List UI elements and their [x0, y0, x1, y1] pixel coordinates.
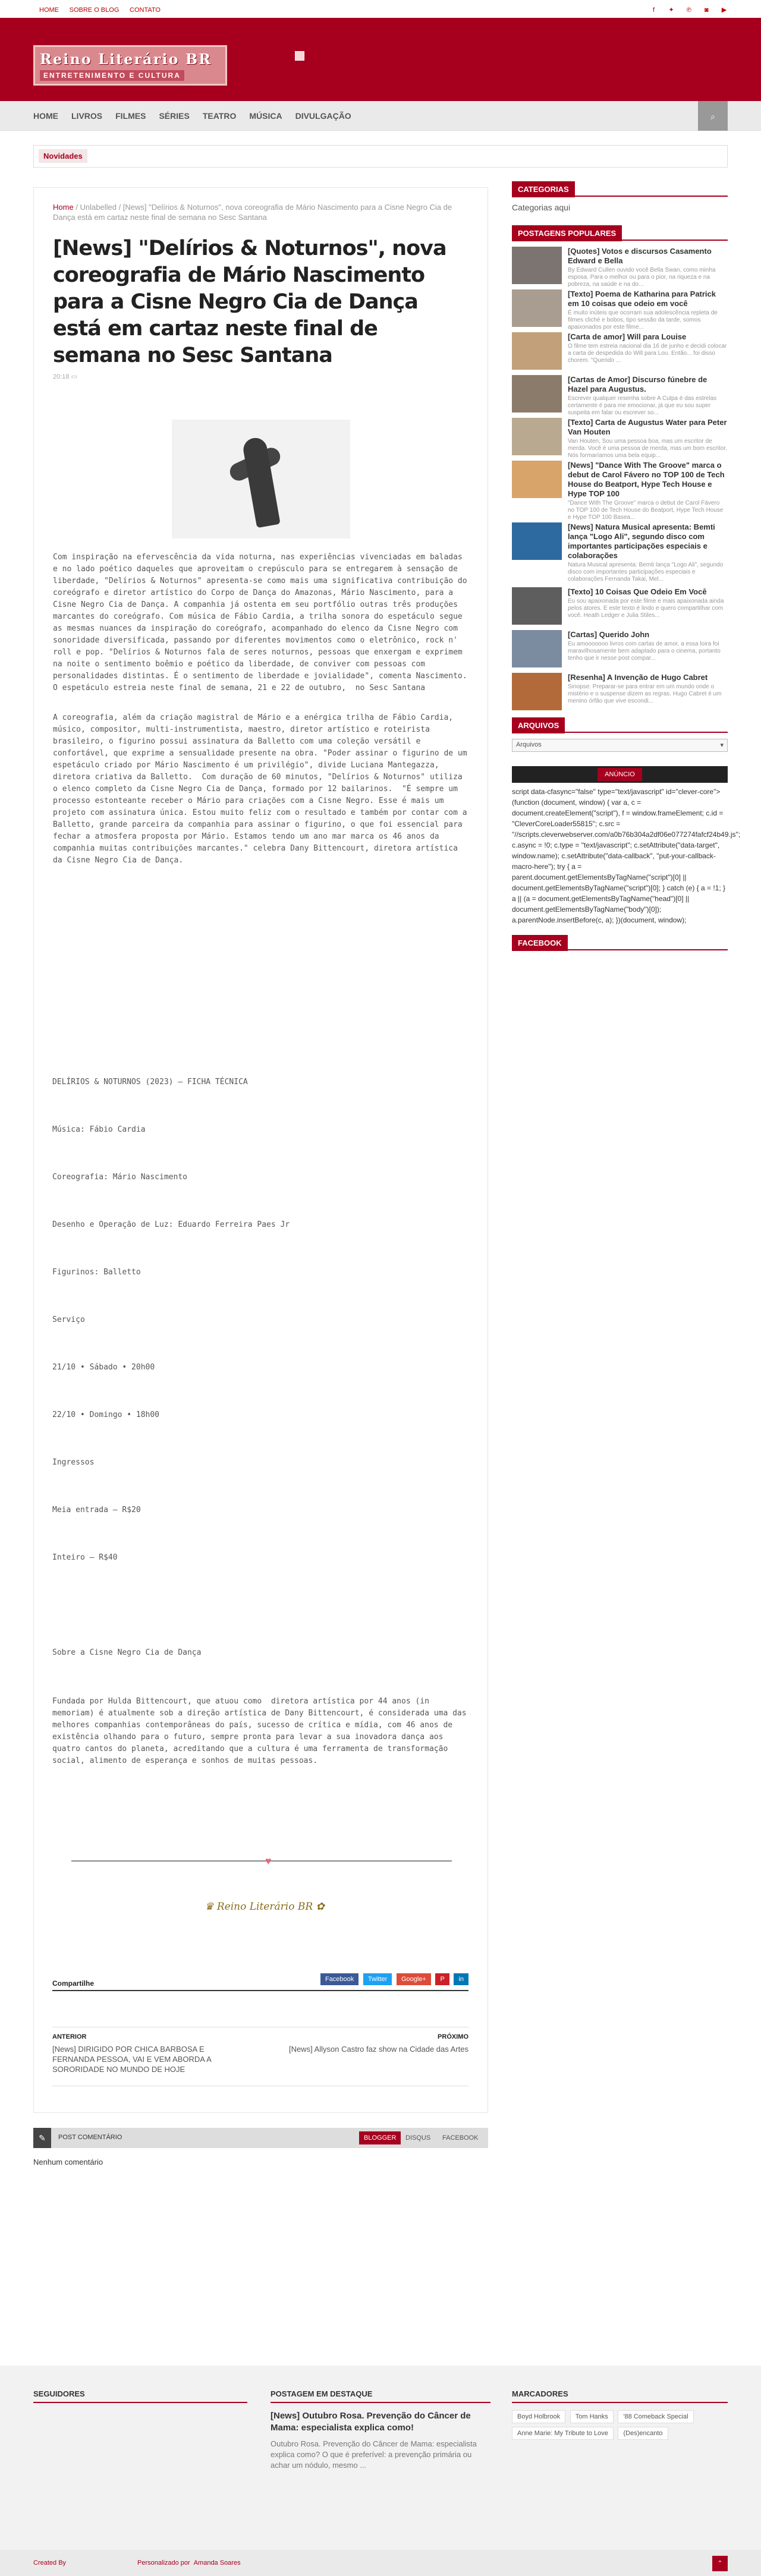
nav-filmes[interactable]: FILMES	[115, 111, 146, 121]
popular-item[interactable]	[512, 332, 728, 370]
archive-heading: ARQUIVOS	[512, 717, 565, 733]
nav-divulgacao[interactable]: DIVULGAÇÃO	[295, 111, 351, 121]
popular-item[interactable]	[512, 630, 728, 667]
ad-code-text: script data-cfasync="false" type="text/javascript" id="clever-core"> (function (document, window) { var a, c = document.createElement("script"), f = window.frameElement; c.id = "CleverCoreLoader55815"; c.src = "//scripts.cleverwebserver.com/a0b76b304a2df06e077274fafcf24b49.js"; c.async = !0; c.type = "text/javascript"; c.setAttribute("data-target", window.name); c.setAttribute("data-callback", "put-your-callback-macro-here"); try { a = parent.document.getElementsByTagName("script")[0] || document.getElementsByTagName("script")[0]; } catch (e) { a = !1; } a || (a = document.getElementsByTagName("head")[0] || document.getElementsByTagName("body")[0]); a.parentNode.insertBefore(c, a); })(document, window);	[512, 788, 741, 924]
tab-blogger[interactable]: BLOGGER	[359, 2131, 401, 2144]
logo-title: Reino Literário BR	[40, 51, 212, 68]
folder-icon: ▭	[71, 373, 77, 380]
sidebar	[512, 181, 741, 956]
share-facebook-button[interactable]: Facebook	[320, 1973, 359, 1985]
instagram-icon[interactable]: ◙	[705, 6, 709, 14]
popular-thumb	[512, 673, 562, 710]
bottom-bar	[0, 2550, 761, 2576]
post-meta	[53, 373, 468, 380]
header-banner-image	[295, 51, 304, 61]
popular-title[interactable]: [Quotes] Votos e discursos Casamento Edward e Bella	[568, 247, 712, 265]
ad-label-bar	[512, 766, 728, 783]
widget-categories-title	[512, 181, 728, 197]
prev-post[interactable]	[52, 2033, 249, 2074]
service-heading: Serviço	[52, 1315, 85, 1324]
divider-line	[71, 1860, 452, 1862]
nav-teatro[interactable]: TEATRO	[202, 111, 237, 121]
featured-heading: POSTAGEM EM DESTAQUE	[271, 2389, 490, 2403]
date-1: 21/10 • Sábado • 20h00	[52, 1363, 155, 1372]
tag-item[interactable]: Tom Hanks	[570, 2410, 614, 2423]
popular-item[interactable]	[512, 375, 728, 416]
pinterest-icon[interactable]: ℗	[686, 6, 691, 14]
popular-item[interactable]	[512, 247, 728, 288]
share-google-button[interactable]: Google+	[397, 1973, 431, 1985]
popular-snippet: By Edward Cullen ouvido você Bella Swan, como minha esposa. Para o melhor ou para o pior, na riqueza e na pobreza, na saúde e na do...	[568, 267, 716, 288]
nav-musica[interactable]: MÚSICA	[249, 111, 282, 121]
popular-snippet: Eu sou apaixonada por este filme e mais apaixonada ainda pelos atores. E este texto é lindo e quero compartilhar com você. Heath Ledger e Julia Stiles...	[568, 598, 724, 619]
popular-snippet: Eu amooooooo livros com cartas de amor, a essa loira foi maravilhosamente bem adaptado para o cinema, portanto tenho que ir nesse post compar...	[568, 641, 721, 662]
followers-heading: SEGUIDORES	[33, 2389, 247, 2403]
paragraph-costume: A coreografia, além da criação magistral de Mário e a enérgica trilha de Fábio Cardia, músico, compositor, multi-instrumentista, maestro, diretor artístico e roteirista brasileiro, o figurino possui assinatura da Balletto com uma coleção versátil e confortável, que exprime a sensualidade presente na obra. "Poder assinar o figurino de um espetáculo criado por Mário Nascimento é um privilégio", divide Luciana Mantegazza, diretora criativa da Balletto. Com duração de 60 minutos, "Delírios & Noturnos" utiliza o elenco completo da Cisne Negro Cia de Dança, formado por 12 bailarinos. "É sempre um processo estonteante receber o Mário para criações com a Cisne Negro. Esse é mais um projeto com assinatura única. Estou muito feliz com o resultado e também por contar com a Balletto, grande parceira da companhia para assinar o figurino, o que foi essencial para fechar a atmosfera proposta por Mário. Estamos tendo um ano mar marca os 46 anos da companhia muitas contribuições marcantes." celebra Dany Bittencourt, diretora artística da Cisne Negro Cia de Dança.	[53, 713, 472, 865]
search-button[interactable]	[698, 101, 728, 131]
post-navigation	[52, 2027, 468, 2086]
popular-item[interactable]	[512, 522, 728, 582]
popular-snippet: Sinopse: Preparar-se para entrar em um mundo onde o mistério e o suspense dizem as regras. Hugo Cabret é um menino órfão que vive escondi...	[568, 684, 722, 704]
social-icons	[642, 5, 728, 14]
popular-heading: POSTAGENS POPULARES	[512, 225, 622, 241]
site-logo[interactable]	[33, 45, 227, 86]
archive-select[interactable]: Arquivos ▾	[512, 739, 728, 752]
popular-snippet: "Dance With The Groove" marca o debut de Carol Fávero no TOP 100 de Tech House do Beatport, Hype Tech House e Hype TOP 100 Basea...	[568, 500, 724, 521]
post-time: 20:18	[53, 373, 70, 380]
popular-title[interactable]: [Resenha] A Invenção de Hugo Cabret	[568, 673, 708, 682]
facebook-heading: FACEBOOK	[512, 935, 568, 951]
popular-thumb	[512, 332, 562, 370]
personalized-name[interactable]: Amanda Soares	[193, 2559, 241, 2566]
date-2: 22/10 • Domingo • 18h00	[52, 1410, 160, 1419]
footer-tags	[512, 2389, 728, 2443]
ad-label: ANÚNCIO	[598, 768, 642, 781]
next-post[interactable]	[272, 2033, 468, 2054]
popular-snippet: Van Houten, Sou uma pessoa boa, mas um escritor de merda. Você é uma pessoa de merda, mas um bom escritor. Nós formaríamos uma bela equip...	[568, 438, 727, 459]
nav-home[interactable]: HOME	[33, 111, 58, 121]
main-nav	[0, 101, 761, 131]
popular-item[interactable]	[512, 461, 728, 521]
spec-light: Desenho e Operação de Luz: Eduardo Ferreira Paes Jr	[52, 1220, 290, 1229]
popular-thumb	[512, 418, 562, 455]
popular-snippet: Natura Musical apresenta: Bemti lança "Logo Ali", segundo disco com importantes participações especiais e colaborações Fernanda Takai, Mel...	[568, 562, 724, 582]
tickets-heading: Ingressos	[52, 1458, 95, 1467]
popular-snippet: Escrever qualquer resenha sobre A Culpa é das estrelas certamente é para me emocionar, já que eu sou super suspeita em falar ou escrever so...	[568, 395, 717, 416]
no-comments: Nenhum comentário	[33, 2158, 103, 2166]
twitter-icon[interactable]: ✦	[668, 6, 674, 14]
top-bar	[0, 0, 761, 18]
youtube-icon[interactable]: ▶	[721, 6, 727, 14]
categories-text: Categorias aqui	[512, 203, 571, 212]
prev-title[interactable]: [News] DIRIGIDO POR CHICA BARBOSA E FERNANDA PESSOA, VAI E VEM ABORDA A SORORIDADE NO MUNDO DE HOJE	[52, 2045, 212, 2074]
share-buttons	[318, 1973, 468, 1985]
comments-label: POST COMENTÁRIO	[58, 2134, 122, 2141]
facebook-icon[interactable]: f	[652, 6, 655, 14]
next-title[interactable]: [News] Allyson Castro faz show na Cidade das Artes	[288, 2045, 468, 2054]
breadcrumb-path: / Unlabelled / [News] "Delírios & Noturnos", nova coreografia de Mário Nascimento para a Cisne Negro Cia de Dança está em cartaz neste final de semana no Sesc Santana	[53, 203, 452, 222]
popular-title[interactable]: [News] "Dance With The Groove" marca o debut de Carol Fávero no TOP 100 de Tech House do Beatport, Hype Tech House e Hype TOP 100	[568, 461, 725, 498]
article-container	[33, 187, 488, 2113]
next-label: PRÓXIMO	[438, 2033, 468, 2040]
popular-item[interactable]	[512, 418, 728, 459]
popular-title[interactable]: [Texto] 10 Coisas Que Odeio Em Você	[568, 587, 707, 596]
crown-icon: ♛	[205, 1901, 217, 1913]
tag-item[interactable]: (Des)encanto	[618, 2427, 668, 2440]
popular-item[interactable]	[512, 289, 728, 330]
popular-title[interactable]: [News] Natura Musical apresenta: Bemti lança "Logo Ali", segundo disco com importantes participações especiais e colaborações	[568, 522, 715, 560]
ticker-label[interactable]: Novidades	[39, 149, 87, 163]
footer-featured	[271, 2389, 490, 2471]
nav-livros[interactable]: LIVROS	[71, 111, 103, 121]
spec-music: Música: Fábio Cardia	[52, 1125, 146, 1134]
breadcrumb	[53, 202, 468, 222]
popular-list	[512, 247, 728, 710]
share-linkedin-button[interactable]: in	[454, 1973, 468, 1985]
tags-heading: MARCADORES	[512, 2389, 728, 2403]
breadcrumb-home[interactable]: Home	[53, 203, 74, 212]
share-label: Compartilhe	[52, 1979, 95, 1988]
tag-item[interactable]: '88 Comeback Special	[618, 2410, 693, 2423]
popular-item[interactable]	[512, 673, 728, 710]
chevron-up-icon: ⌃	[717, 2560, 723, 2567]
featured-snippet: Outubro Rosa. Prevenção do Câncer de Mama: especialista explica como? O que é preferível: a prevenção primária ou achar um nódulo, mesmo ...	[271, 2439, 477, 2470]
tag-item[interactable]: Anne Marie: My Tribute to Love	[512, 2427, 614, 2440]
prev-label: ANTERIOR	[52, 2033, 87, 2040]
footer	[0, 2366, 761, 2576]
popular-thumb	[512, 630, 562, 667]
popular-snippet: É muito inúteis que ocorram sua adolescência repleta de filmes cliché e bobos, tipo sessão da tarde, somos apaixonados por este filme...	[568, 310, 718, 330]
back-to-top-button[interactable]	[712, 2556, 728, 2571]
nav-series[interactable]: SÉRIES	[159, 111, 190, 121]
tag-item[interactable]: Boyd Holbrook	[512, 2410, 565, 2423]
created-by: Created By	[33, 2559, 67, 2566]
widget-facebook-title	[512, 935, 728, 950]
about-paragraph: Fundada por Hulda Bittencourt, que atuou como diretora artística por 44 anos (in memoriam) é atualmente sob a direção artística de Dany Bittencourt, é considerada uma das melhores companhias contemporâneas do país, sucesso de crítica e mídia, com 46 anos de existência olhando para o futuro, sempre pronta para levar a sua inovadora dança aos quatro cantos do planeta, acreditando que a cultura é uma ferramenta de transformação social, alimento de esperança e sonhos de muitas pessoas.	[52, 1697, 471, 1765]
top-link-home[interactable]: HOME	[39, 6, 59, 14]
share-pinterest-button[interactable]: P	[435, 1973, 449, 1985]
footer-followers	[33, 2389, 247, 2410]
about-heading: Sobre a Cisne Negro Cia de Dança	[52, 1648, 202, 1657]
comment-icon: ✎	[33, 2128, 51, 2148]
widget-archive-title	[512, 717, 728, 733]
popular-thumb	[512, 375, 562, 412]
news-ticker	[33, 145, 728, 168]
spec-title: DELÍRIOS & NOTURNOS (2023) – FICHA TÉCNICA	[52, 1078, 248, 1087]
paragraph-intro: Com inspiração na efervescência da vida noturna, nas experiências vivenciadas em baladas e no lado poético daqueles que aproveitam o crepúsculo para se entregarem à sensação de liberdade, "Delírios & Noturnos" apresenta-se como mais uma significativa contribuição do coreógrafo e diretor artístico do Corpo de Dança do Amazonas, Mário Nascimento, para a Cisne Negro Cia de Dança. A companhia já ostenta em seu portfólio outras três produções marcantes do coreógrafo. Com música de Fábio Cardia, a trilha sonora do espetáculo segue as mesmas nuances da inspiração do coreógrafo, acompanhado do elenco da Cisne Negro com sonoridade diversificada, passando por diferentes movimentos como o eletrônico, rock n' roll e pop. "Delírios & Noturnos fala de seres noturnos, pessoas que enxergam e exprimem na noite o sentimento boêmio e poético da liberdade, de conviver com pessoas com personalidades distintas. É o sentimento de liberdade e jovialidade", comenta Nascimento. O espetáculo estreia neste final de semana, 21 e 22 de outubro, no Sesc Santana	[53, 553, 482, 692]
comments-bar	[33, 2128, 488, 2148]
logo-subtitle: ENTRETENIMENTO E CULTURA	[40, 70, 184, 81]
share-bar	[52, 1973, 468, 1991]
personalized-label: Personalizado por	[137, 2559, 190, 2566]
tab-disqus[interactable]: DISQUS	[405, 2134, 431, 2142]
popular-title[interactable]: [Texto] Poema de Katharina para Patrick em 10 coisas que odeio em você	[568, 289, 716, 308]
tab-facebook[interactable]: FACEBOOK	[442, 2134, 479, 2142]
flower-icon: ✿	[313, 1901, 325, 1913]
spec-choreo: Coreografia: Mário Nascimento	[52, 1173, 187, 1182]
top-links	[39, 5, 169, 14]
top-link-sobre[interactable]: SOBRE O BLOG	[69, 6, 120, 14]
widget-popular-title	[512, 225, 728, 241]
heart-icon: ♥	[265, 1855, 272, 1867]
popular-snippet: O filme tem estreia nacional dia 16 de junho e decidi colocar a carta de despedida do Will para Lou. Então... foi disso chorem. "Querido ...	[568, 343, 727, 364]
popular-thumb	[512, 587, 562, 625]
ticket-full: Inteiro – R$40	[52, 1553, 118, 1562]
ticket-half: Meia entrada – R$20	[52, 1506, 141, 1514]
popular-title[interactable]: [Cartas de Amor] Discurso fúnebre de Hazel para Augustus.	[568, 375, 707, 393]
spec-costume: Figurinos: Balletto	[52, 1268, 141, 1277]
signature-text: Reino Literário BR	[216, 1901, 313, 1913]
share-twitter-button[interactable]: Twitter	[363, 1973, 392, 1985]
signature-logo	[149, 1890, 380, 1923]
popular-thumb	[512, 522, 562, 560]
popular-thumb	[512, 289, 562, 327]
top-link-contato[interactable]: CONTATO	[130, 6, 161, 14]
popular-thumb	[512, 247, 562, 284]
post-title: [News] "Delírios & Noturnos", nova coreografia de Mário Nascimento para a Cisne Negro Cia de Dança está em cartaz neste final de semana no Sesc Santana	[53, 237, 446, 367]
popular-title[interactable]: [Texto] Carta de Augustus Water para Peter Van Houten	[568, 418, 727, 436]
popular-item[interactable]	[512, 587, 728, 625]
site-header	[0, 18, 761, 101]
popular-title[interactable]: [Cartas] Querido John	[568, 630, 650, 639]
featured-post-title[interactable]: [News] Outubro Rosa. Prevenção do Câncer de Mama: especialista explica como!	[271, 2411, 471, 2433]
popular-thumb	[512, 461, 562, 498]
post-image	[172, 420, 350, 538]
popular-title[interactable]: [Carta de amor] Will para Louise	[568, 332, 687, 341]
search-icon: ⌕	[710, 112, 715, 121]
categories-heading: CATEGORIAS	[512, 181, 575, 197]
